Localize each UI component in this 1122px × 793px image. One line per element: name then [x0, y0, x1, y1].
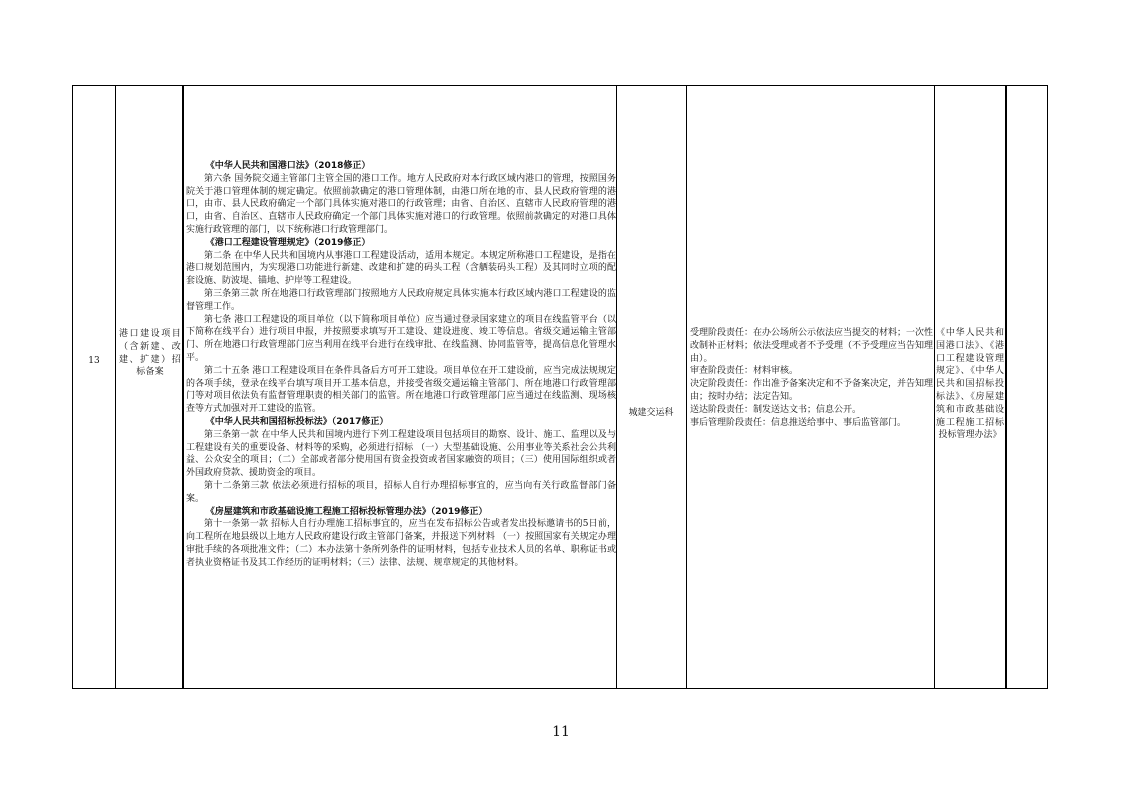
basis-heading: 《房屋建筑和市政基础设施工程施工招标投标管理办法》（2019修正）	[205, 506, 488, 517]
duty-item: 受理阶段责任：在办公场所公示依法应当提交的材料；一次性改制补正材料；依法受理或者不予受理（不予受理应当告知理由）。	[690, 328, 934, 364]
col-border	[1047, 85, 1048, 689]
responsibility-list	[690, 327, 934, 429]
item-name: 港口建设项目（含新建、改建、扩建）招标备案	[119, 329, 181, 378]
col-border	[72, 85, 73, 689]
table-bottom-border	[72, 688, 1048, 689]
table-top-border	[72, 85, 1048, 86]
basis-paragraph: 第三条第三款 所在地港口行政管理部门按照地方人民政府规定具体实施本行政区域内港口工程建设的监督管理工作。	[186, 288, 616, 312]
approval-table	[72, 85, 1048, 689]
basis-paragraph: 第二条 在中华人民共和国境内从事港口工程建设活动，适用本规定。本规定所称港口工程建设，是指在港口规划范围内，为实现港口功能进行新建、改建和扩建的码头工程（含舾装码头工程）及其同时立项的配套设施、防波堤、锚地、护岸等工程建设。	[186, 250, 616, 287]
basis-paragraph: 第二十五条 港口工程建设项目在条件具备后方可开工建设。项目单位在开工建设前，应当完成法规规定的各项手续，登录在线平台填写项目开工基本信息，并接受省级交通运输主管部门、所在地港口行政管理部门等对项目依法负有监督管理职责的相关部门的监管。所在地港口行政管理部门应当通过在线监测、现场核查等方式加强对开工建设的监管。	[186, 365, 616, 415]
basis-heading: 《中华人民共和国港口法》（2018修正）	[205, 161, 371, 171]
duty-item: 送达阶段责任：制发送达文书；信息公开。	[690, 404, 862, 415]
basis-paragraph: 第三条第一款 在中华人民共和国境内进行下列工程建设项目包括项目的勘察、设计、施工、监理以及与工程建设有关的重要设备、材料等的采购，必须进行招标 （一）大型基础设施、公用事业等关系社会公共利益、公众安全的项目；（二）全部或者部分使用国有资金投资或者国家融资的项目；（三）使用国际组织或者外国政府贷款、援助资金的项目。	[186, 429, 616, 479]
page-number: 11	[552, 724, 570, 740]
basis-paragraph: 第十一条第一款 招标人自行办理施工招标事宜的，应当在发布招标公告或者发出投标邀请书的5日前，向工程所在地县级以上地方人民政府建设行政主管部门备案，并报送下列材料 （一）按照国家有关规定办理审批手续的各项批准文件；（二）本办法第十条所列条件的证明材料，包括专业技术人员的名单、职称证书或者执业资格证书及其工作经历的证明材料；（三）法律、法规、规章规定的其他材料。	[186, 519, 616, 568]
col-border	[934, 85, 935, 689]
col-border	[686, 85, 687, 689]
basis-paragraph: 第六条 国务院交通主管部门主管全国的港口工作。地方人民政府对本行政区域内港口的管理，按照国务院关于港口管理体制的规定确定。依照前款确定的港口管理体制，由港口所在地的市、县人民政府管理的港口，由市、县人民政府确定一个部门具体实施对港口的行政管理；由省、自治区、直辖市人民政府管理的港口，由省、自治区、直辖市人民政府确定一个部门具体实施对港口的行政管理。依照前款确定的对港口具体实施行政管理的部门，以下统称港口行政管理部门。	[186, 173, 616, 235]
col-border	[182, 85, 184, 689]
row-number: 13	[88, 356, 100, 366]
responsible-department: 城建交运科	[628, 408, 674, 418]
basis-heading: 《港口工程建设管理规定》（2019修正）	[205, 237, 371, 248]
basis-heading: 《中华人民共和国招标投标法》（2017修正）	[205, 416, 389, 427]
legal-basis	[186, 160, 616, 570]
basis-paragraph: 第七条 港口工程建设的项目单位（以下简称项目单位）应当通过登录国家建立的项目在线监管平台（以下简称在线平台）进行项目申报，并按照要求填写开工建设、建设进度、竣工等信息。省级交通运输主管部门、所在地港口行政管理部门应当利用在线平台进行在线审批、在线监测、协同监管等，提高信息化管理水平。	[186, 314, 616, 363]
duty-item: 审查阶段责任：材料审核。	[690, 366, 799, 377]
basis-paragraph: 第十二条第三款 依法必须进行招标的项目，招标人自行办理招标事宜的，应当向有关行政监督部门备案。	[186, 480, 616, 504]
duty-item: 决定阶段责任：作出准予备案决定和不予备案决定，并告知理由；按时办结；法定告知。	[690, 379, 934, 402]
col-border	[1005, 85, 1007, 689]
applicable-laws: 《中华人民共和国港口法》、《港口工程建设管理规定》、《中华人民共和国招标投标法》、《房屋建筑和市政基础设施工程施工招标投标管理办法》	[936, 328, 1004, 441]
duty-item: 事后管理阶段责任：信息推送给事中、事后监管部门。	[690, 417, 907, 428]
col-border	[616, 85, 617, 689]
col-border	[115, 85, 116, 689]
